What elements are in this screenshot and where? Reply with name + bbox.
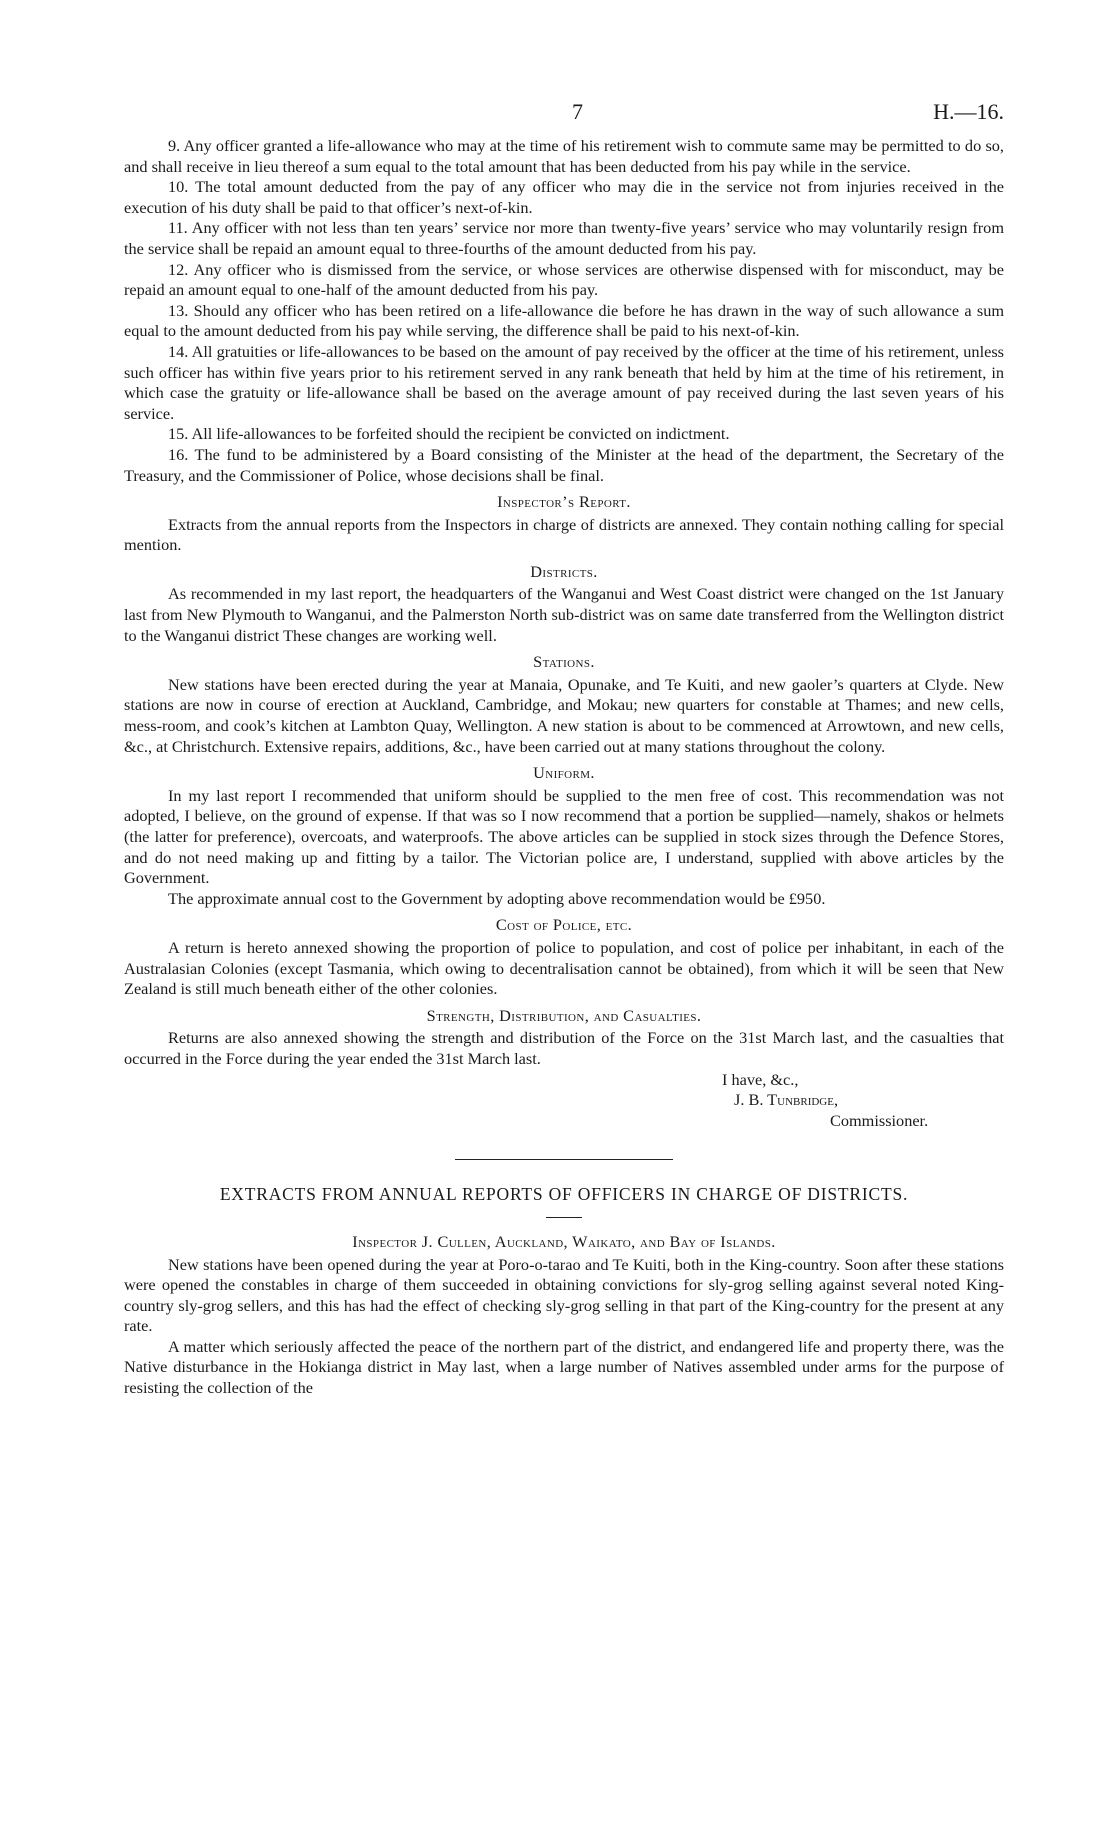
uniform-cost-paragraph: The approximate annual cost to the Government by adopting above recommendation would be £950. bbox=[168, 888, 826, 908]
cost-heading: Cost of Police, etc. bbox=[495, 915, 633, 935]
strength-paragraph: Returns are also annexed showing the strength and distribution of the Force on the 31st March last, and the casualties that occurred in the Force during the year ended the 31st March last. bbox=[124, 1028, 1004, 1068]
page-header bbox=[124, 99, 1004, 136]
inspector-report-heading: Inspector’s Report. bbox=[497, 492, 631, 512]
page-number: 7 bbox=[572, 99, 583, 124]
clause-16: 16. The fund to be administered by a Board consisting of the Minister at the head of the department, the Secretary of the Treasury, and the Commissioner of Police, whose decisions shall be final. bbox=[124, 444, 1004, 485]
districts-paragraph: As recommended in my last report, the headquarters of the Wanganui and West Coast district were changed on the 1st January last from New Plymouth to Wanganui, and the Palmerston North sub-district was on same date transferred from the Wellington district to the Wanganui district These changes are working well. bbox=[124, 584, 1004, 645]
extracts-paragraph-2: A matter which seriously affected the peace of the northern part of the district, and endangered life and property there, was the Native disturbance in the Hokianga district in May last, when a large number of Natives assembled under arms for the purpose of resisting the collection of the bbox=[124, 1336, 1004, 1398]
strength-heading: Strength, Distribution, and Casualties. bbox=[426, 1005, 702, 1025]
inspector-report-paragraph: Extracts from the annual reports from the Inspectors in charge of districts are annexed. They contain nothing calling for special mention. bbox=[124, 514, 1004, 555]
clause-14: 14. All gratuities or life-allowances to be based on the amount of pay received by the officer at the time of his retirement, unless such officer has within five years prior to his retirement served in any rank beneath that held by him at the time of his retirement, in which case the gratuity or life-allowance shall be based on the average amount of pay received during the last seven years of his service. bbox=[124, 341, 1004, 423]
stations-paragraph: New stations have been erected during the year at Manaia, Opunake, and Te Kuiti, and new gaoler’s quarters at Clyde. New stations are now in course of erection at Auckland, Cambridge, and Mokau; new quarters for constable at Thames; and new cells, mess-room, and cook’s kitchen at Lambton Quay, Wellington. A new station is about to be commenced at Arrowtown, and new cells, &c., at Christchurch. Extensive repairs, additions, &c., have been carried out at many stations throughout the colony. bbox=[124, 674, 1004, 756]
extracts-title: EXTRACTS FROM ANNUAL REPORTS OF OFFICERS IN CHARGE OF DISTRICTS. bbox=[219, 1184, 909, 1205]
inspector-cullen-heading: Inspector J. Cullen, Auckland, Waikato, and Bay of Islands. bbox=[352, 1231, 776, 1251]
clause-11: 11. Any officer with not less than ten years’ service nor more than twenty-five years’ service who may voluntarily resign from the service shall be repaid an amount equal to three-fourths of the amount deducted from his pay. bbox=[124, 218, 1004, 258]
extracts-paragraph-1: New stations have been opened during the year at Poro-o-tarao and Te Kuiti, both in the King-country. Soon after these stations were opened the constables in charge of them succeeded in obtaining convictions for sly-grog selling against several noted King-country sly-grog sellers, and this has had the effect of checking sly-grog selling in that part of the King-country for the present at any rate. bbox=[124, 1254, 1004, 1336]
clause-9: 9. Any officer granted a life-allowance who may at the time of his retirement wish to commute same may be permitted to do so, and shall receive in lieu thereof a sum equal to the total amount that has been deducted from his pay while in the service. bbox=[124, 136, 1004, 176]
uniform-paragraph: In my last report I recommended that uniform should be supplied to the men free of cost. This recommendation was not adopted, I believe, on the ground of expense. If that was so I now recommend that a portion be supplied—namely, shakos or helmets (the latter for preference), overcoats, and waterproofs. The above articles can be supplied in stock sizes through the Defence Stores, and do not need making up and fitting by a tailor. The Victorian police are, I understand, supplied with above articles by the Government. bbox=[124, 785, 1004, 888]
title-underline bbox=[546, 1217, 582, 1218]
districts-heading: Districts. bbox=[530, 561, 598, 581]
clause-15: 15. All life-allowances to be forfeited should the recipient be convicted on indictment. bbox=[168, 424, 730, 444]
document-page bbox=[124, 99, 1004, 1399]
clause-10: 10. The total amount deducted from the pay of any officer who may die in the service not from injuries received in the execution of his duty shall be paid to that officer’s next-of-kin. bbox=[124, 177, 1004, 217]
document-reference: H.—16. bbox=[933, 99, 1004, 124]
cost-paragraph: A return is hereto annexed showing the proportion of police to population, and cost of police per inhabitant, in each of the Australasian Colonies (except Tasmania, which owing to decentralisation cannot be obtained), from which it will be seen that New Zealand is still much beneath either of the other colonies. bbox=[124, 937, 1004, 999]
uniform-heading: Uniform. bbox=[533, 763, 595, 783]
signature-name: J. B. Tunbridge, bbox=[734, 1090, 839, 1110]
clause-13: 13. Should any officer who has been retired on a life-allowance die before he has drawn in the way of such allowance a sum equal to the amount deducted from his pay while serving, the difference shall be paid to his next-of-kin. bbox=[124, 300, 1004, 341]
signature-title: Commissioner. bbox=[830, 1110, 929, 1130]
signature-closing: I have, &c., bbox=[722, 1069, 799, 1089]
clause-12: 12. Any officer who is dismissed from the service, or whose services are otherwise dispensed with for misconduct, may be repaid an amount equal to one-half of the amount deducted from his pay. bbox=[124, 259, 1004, 300]
section-divider bbox=[455, 1159, 673, 1160]
stations-heading: Stations. bbox=[533, 652, 595, 672]
